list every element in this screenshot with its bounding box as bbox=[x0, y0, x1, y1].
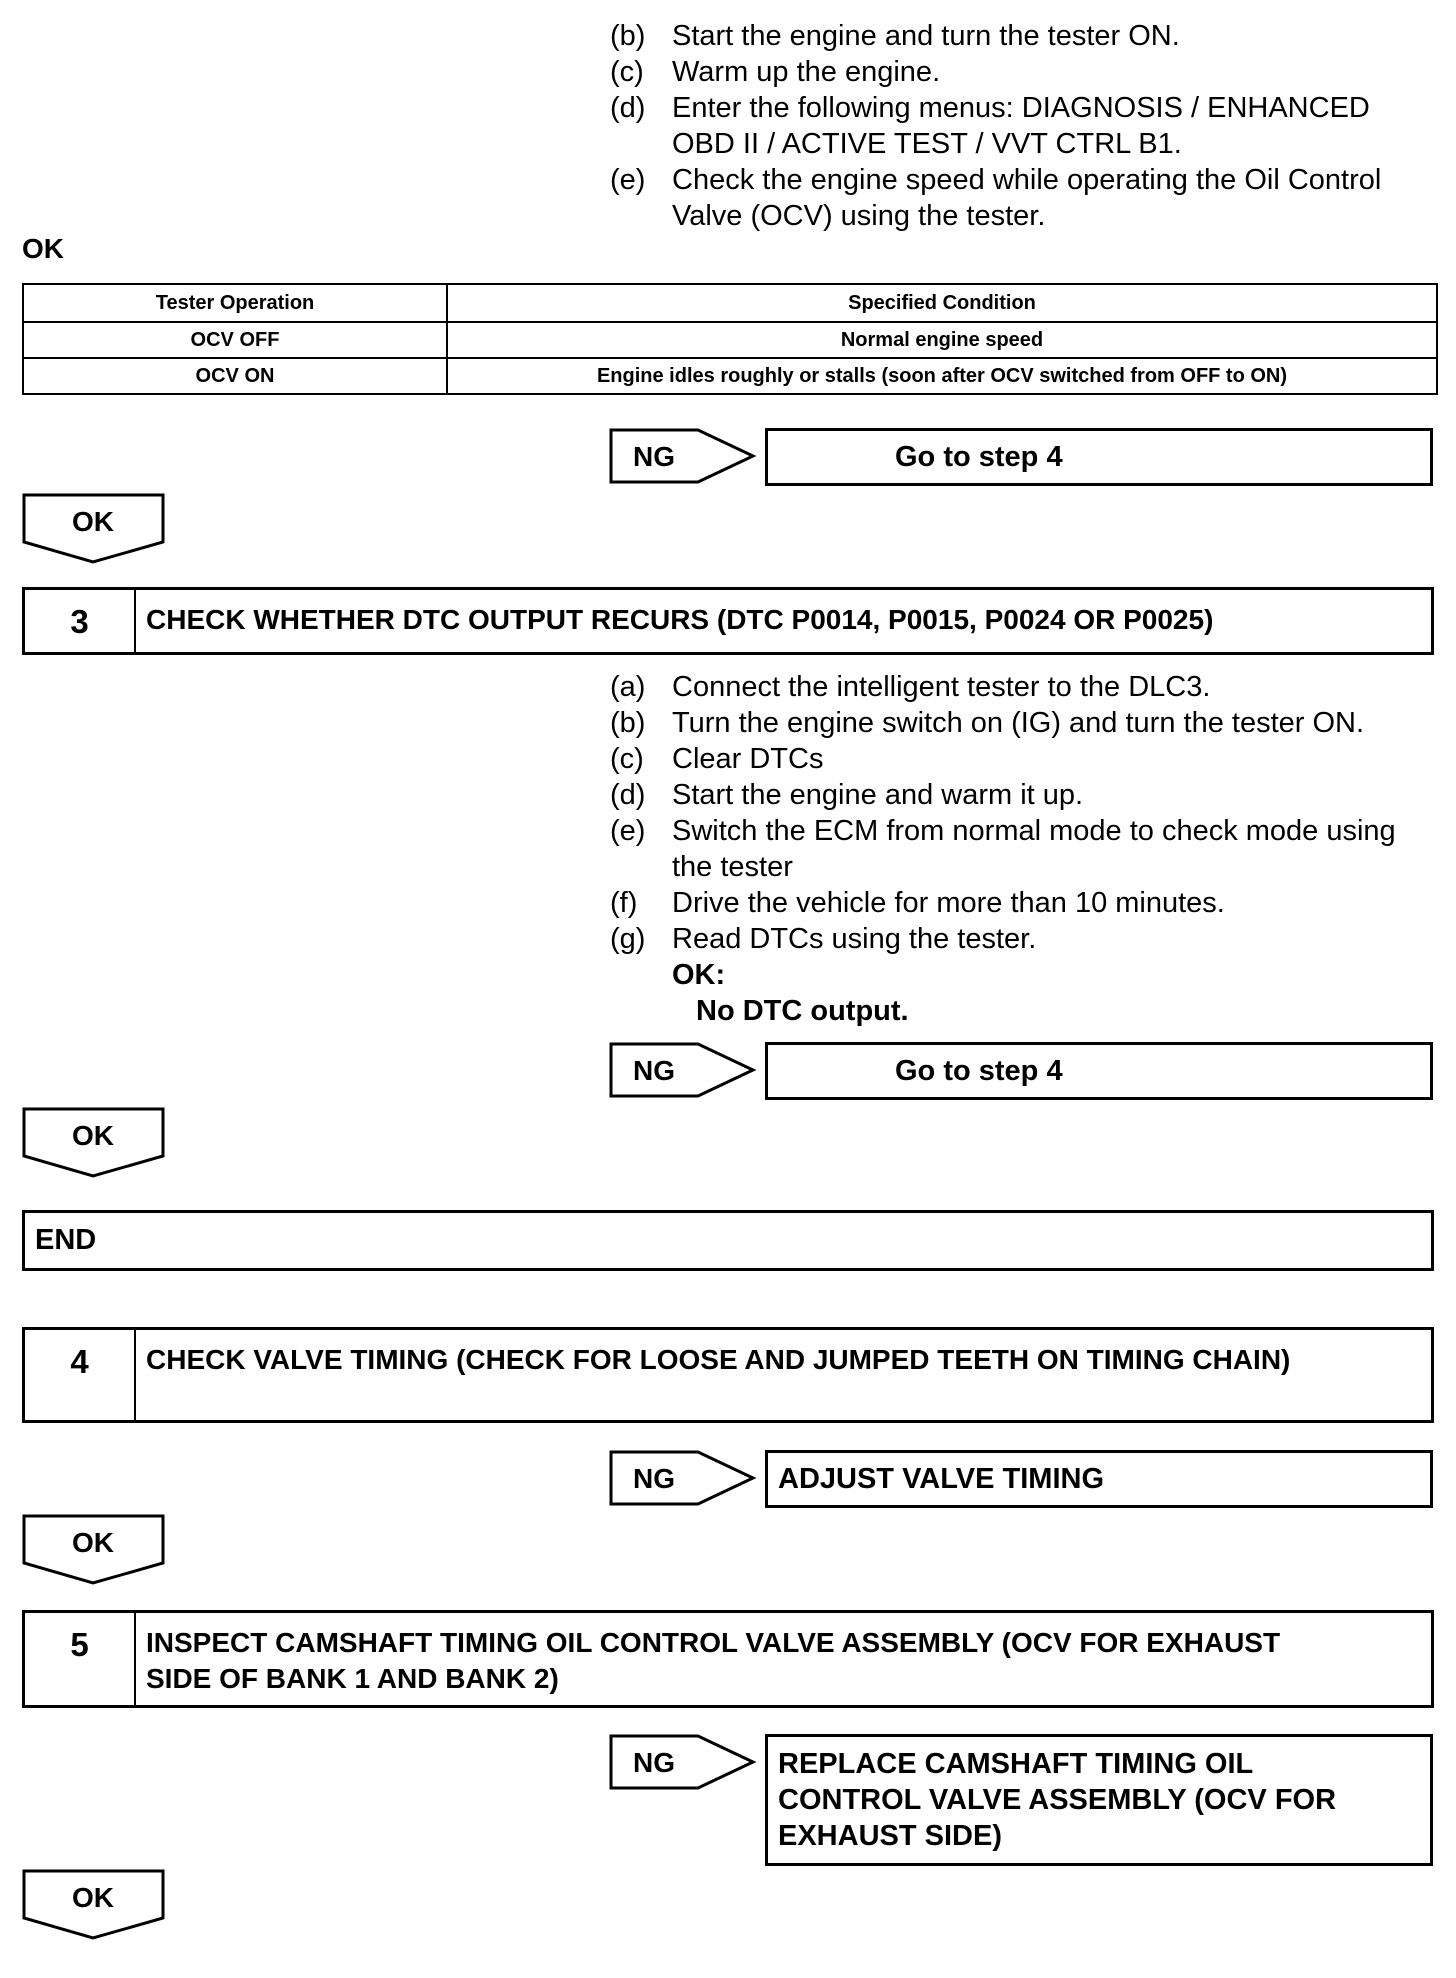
table-header: Tester Operation bbox=[23, 284, 447, 322]
step-4-header bbox=[22, 1327, 1434, 1423]
ok-heading: OK bbox=[22, 233, 64, 264]
step-label: (d) bbox=[610, 92, 646, 124]
ng-label: NG bbox=[633, 1747, 675, 1778]
step-label: (c) bbox=[610, 56, 644, 88]
table-cell: OCV ON bbox=[23, 358, 447, 394]
step-text: Start the engine and warm it up. bbox=[672, 779, 1084, 811]
step-text: Check the engine speed while operating the Oil Control bbox=[672, 164, 1382, 196]
step-title-line: SIDE OF BANK 1 AND BANK 2) bbox=[146, 1663, 559, 1694]
step-3-procedure bbox=[610, 669, 1430, 1029]
step-text: Connect the intelligent tester to the DLC3. bbox=[672, 671, 1211, 703]
step-number: 4 bbox=[25, 1330, 136, 1420]
ng-label: NG bbox=[633, 1055, 675, 1086]
step-label: (g) bbox=[610, 923, 646, 955]
step-number: 3 bbox=[25, 590, 136, 652]
table-header: Specified Condition bbox=[447, 284, 1437, 322]
step-text: Start the engine and turn the tester ON. bbox=[672, 20, 1180, 52]
result-box-1 bbox=[765, 428, 1433, 486]
step-label: (f) bbox=[610, 887, 638, 919]
table-cell: Engine idles roughly or stalls (soon after OCV switched from OFF to ON) bbox=[447, 358, 1437, 394]
step-text: Drive the vehicle for more than 10 minutes. bbox=[672, 887, 1225, 919]
step-label: (b) bbox=[610, 707, 646, 739]
step-text: Turn the engine switch on (IG) and turn the tester ON. bbox=[672, 707, 1365, 739]
result-text: Go to step 4 bbox=[895, 441, 1063, 473]
top-procedure bbox=[610, 18, 1430, 238]
step-text: Switch the ECM from normal mode to check mode using bbox=[672, 815, 1396, 847]
step-title: CHECK WHETHER DTC OUTPUT RECURS (DTC P0014, P0015, P0024 OR P0025) bbox=[146, 604, 1214, 635]
step-3-header bbox=[22, 587, 1434, 655]
step-label: (d) bbox=[610, 779, 646, 811]
ng-label: NG bbox=[633, 1463, 675, 1494]
ok-label: OK bbox=[72, 1120, 114, 1151]
result-text-line: EXHAUST SIDE) bbox=[778, 1820, 1002, 1852]
step-title-line: INSPECT CAMSHAFT TIMING OIL CONTROL VALVE ASSEMBLY (OCV FOR EXHAUST bbox=[146, 1627, 1281, 1658]
step-number: 5 bbox=[25, 1613, 136, 1705]
table-header-row bbox=[23, 284, 1437, 322]
step-label: (e) bbox=[610, 815, 646, 847]
ok-arrow-4 bbox=[21, 1513, 167, 1587]
result-box-5 bbox=[765, 1734, 1433, 1866]
ng-arrow-5 bbox=[608, 1733, 758, 1791]
table-row bbox=[23, 358, 1437, 394]
step-label: (e) bbox=[610, 164, 646, 196]
ok-arrow-1 bbox=[21, 492, 167, 566]
step-label: (a) bbox=[610, 671, 646, 703]
spec-table bbox=[22, 283, 1438, 395]
step-text: Warm up the engine. bbox=[672, 56, 941, 88]
step-text: Clear DTCs bbox=[672, 743, 824, 775]
ok-condition-label: OK: bbox=[672, 959, 726, 991]
step-text: Read DTCs using the tester. bbox=[672, 923, 1037, 955]
result-text: Go to step 4 bbox=[895, 1055, 1063, 1087]
step-title: CHECK VALVE TIMING (CHECK FOR LOOSE AND JUMPED TEETH ON TIMING CHAIN) bbox=[146, 1344, 1291, 1375]
step-text: the tester bbox=[672, 851, 793, 883]
result-text-line: REPLACE CAMSHAFT TIMING OIL bbox=[778, 1748, 1254, 1780]
table-row bbox=[23, 322, 1437, 358]
step-title bbox=[146, 1625, 1417, 1697]
result-box-4 bbox=[765, 1450, 1433, 1508]
step-5-header bbox=[22, 1610, 1434, 1708]
result-box-2 bbox=[765, 1042, 1433, 1100]
ok-label: OK bbox=[72, 1527, 114, 1558]
step-text: OBD II / ACTIVE TEST / VVT CTRL B1. bbox=[672, 128, 1182, 160]
result-text bbox=[778, 1746, 1336, 1854]
ok-arrow-5 bbox=[21, 1868, 167, 1942]
ng-arrow-1 bbox=[608, 427, 758, 485]
step-text: Enter the following menus: DIAGNOSIS / ENHANCED bbox=[672, 92, 1370, 124]
step-label: (c) bbox=[610, 743, 644, 775]
ok-label: OK bbox=[72, 506, 114, 537]
ng-arrow-2 bbox=[608, 1041, 758, 1099]
ng-arrow-4 bbox=[608, 1449, 758, 1507]
ng-label: NG bbox=[633, 441, 675, 472]
ok-arrow-2 bbox=[21, 1106, 167, 1180]
step-label: (b) bbox=[610, 20, 646, 52]
result-text-line: CONTROL VALVE ASSEMBLY (OCV FOR bbox=[778, 1784, 1337, 1816]
end-label: END bbox=[35, 1224, 97, 1256]
result-text: ADJUST VALVE TIMING bbox=[778, 1463, 1104, 1495]
step-text: Valve (OCV) using the tester. bbox=[672, 200, 1046, 232]
end-box bbox=[22, 1210, 1434, 1271]
table-cell: Normal engine speed bbox=[447, 322, 1437, 358]
table-cell: OCV OFF bbox=[23, 322, 447, 358]
ok-condition-value: No DTC output. bbox=[696, 995, 909, 1027]
ok-label: OK bbox=[72, 1882, 114, 1913]
